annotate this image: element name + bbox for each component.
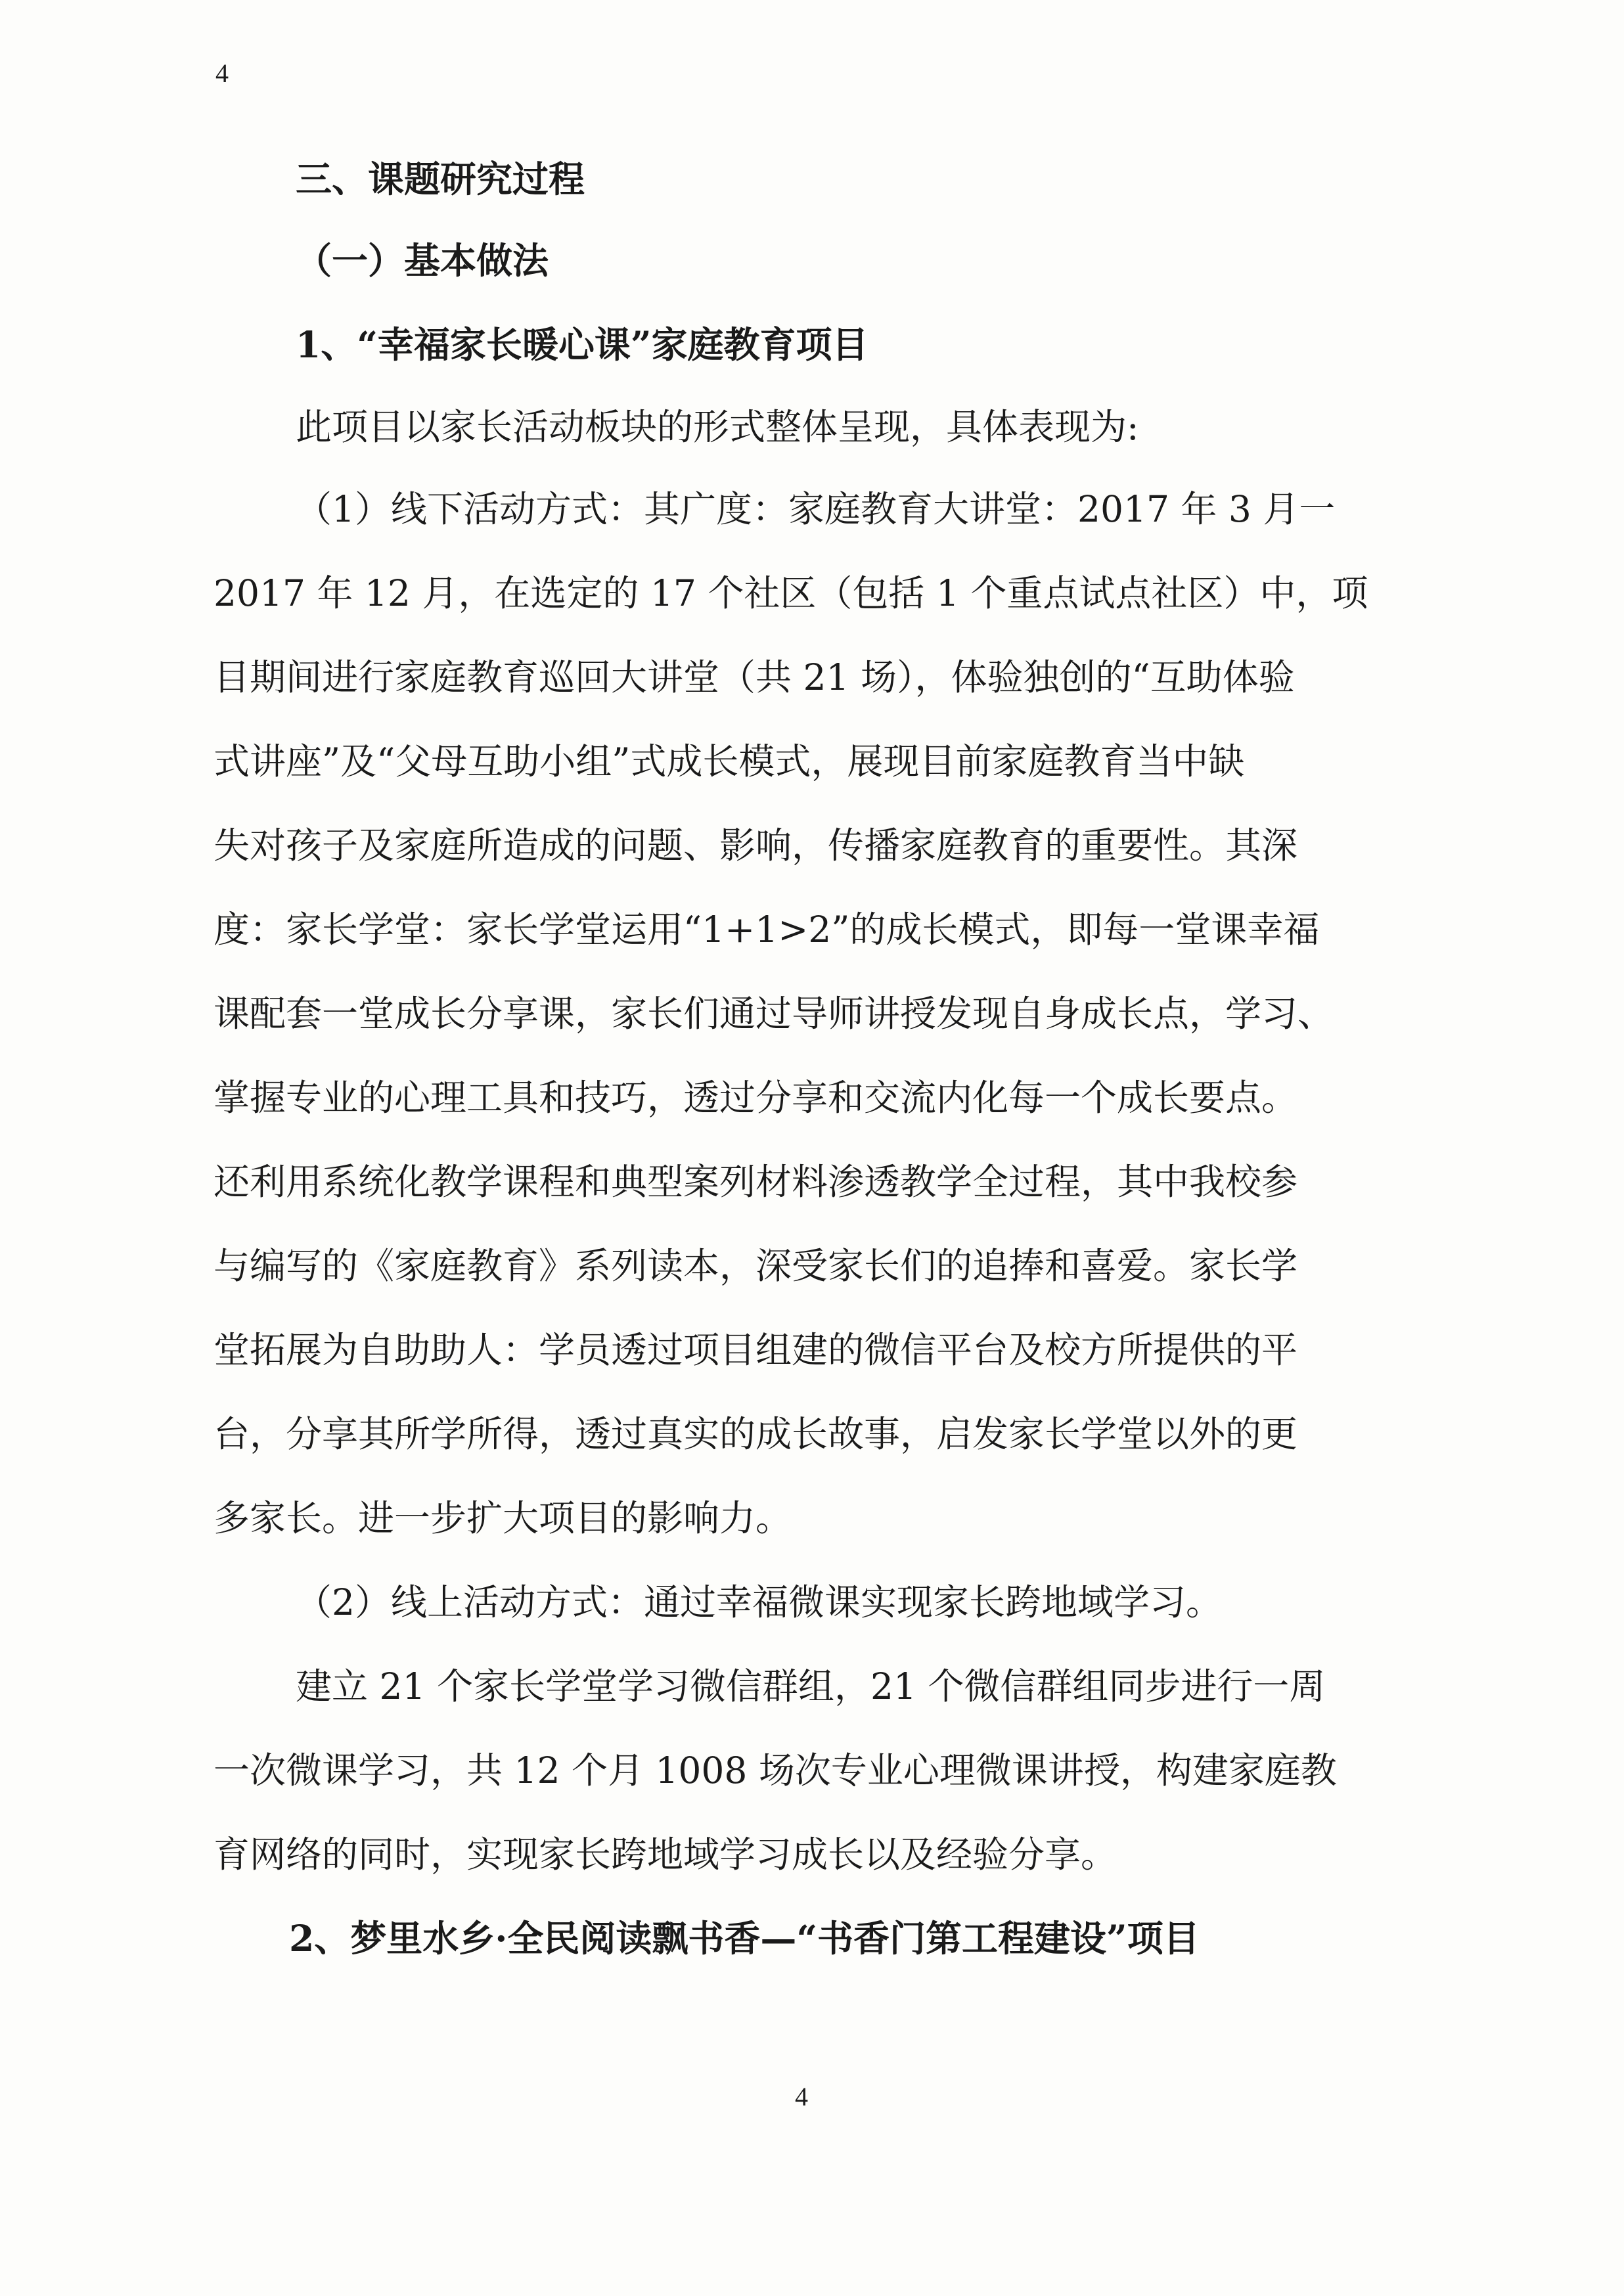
paragraph-line: 台，分享其所学所得，透过真实的成长故事，启发家长学堂以外的更 (214, 1413, 1298, 1455)
paragraph-line: 多家长。进一步扩大项目的影响力。 (214, 1497, 792, 1539)
paragraph-line: 一次微课学习，共 12 个月 1008 场次专业心理微课讲授，构建家庭教 (214, 1749, 1337, 1791)
page-number-top: 4 (215, 58, 229, 88)
paragraph-line: 育网络的同时，实现家长跨地域学习成长以及经验分享。 (214, 1834, 1117, 1876)
paragraph-line: 与编写的《家庭教育》系列读本，深受家长们的追捧和喜爱。家长学 (214, 1245, 1298, 1287)
online-heading: （2）线上活动方式：通过幸福微课实现家长跨地域学习。 (296, 1581, 1222, 1623)
paragraph-line: 还利用系统化教学课程和典型案列材料渗透教学全过程，其中我校参 (214, 1161, 1298, 1203)
paragraph-line: 目期间进行家庭教育巡回大讲堂（共 21 场），体验独创的“互助体验 (214, 656, 1295, 698)
paragraph-line: 式讲座”及“父母互助小组”式成长模式，展现目前家庭教育当中缺 (214, 740, 1245, 782)
paragraph-line: 失对孩子及家庭所造成的问题、影响，传播家庭教育的重要性。其深 (214, 824, 1298, 867)
page-number-bottom: 4 (795, 2082, 808, 2111)
intro-line: 此项目以家长活动板块的形式整体呈现，具体表现为: (296, 406, 1139, 448)
paragraph-line: 堂拓展为自助助人：学员透过项目组建的微信平台及校方所提供的平 (214, 1329, 1298, 1371)
project2-heading: 2、梦里水乡·全民阅读飘书香—“书香门第工程建设”项目 (289, 1917, 1200, 1960)
section-heading: 三、课题研究过程 (296, 158, 585, 200)
paragraph-line: 2017 年 12 月，在选定的 17 个社区（包括 1 个重点试点社区）中，项 (214, 572, 1368, 614)
paragraph-line: （1）线下活动方式：其广度：家庭教育大讲堂：2017 年 3 月一 (296, 488, 1336, 530)
paragraph-line: 掌握专业的心理工具和技巧，透过分享和交流内化每一个成长要点。 (214, 1077, 1298, 1119)
project1-heading: 1、“幸福家长暖心课”家庭教育项目 (296, 323, 868, 366)
paragraph-line: 课配套一堂成长分享课，家长们通过导师讲授发现自身成长点，学习、 (214, 993, 1334, 1035)
paragraph-line: 度：家长学堂：家长学堂运用“1+1>2”的成长模式，即每一堂课幸福 (214, 909, 1320, 951)
subsection-heading: （一）基本做法 (296, 239, 549, 282)
paragraph-line: 建立 21 个家长学堂学习微信群组，21 个微信群组同步进行一周 (296, 1665, 1326, 1707)
